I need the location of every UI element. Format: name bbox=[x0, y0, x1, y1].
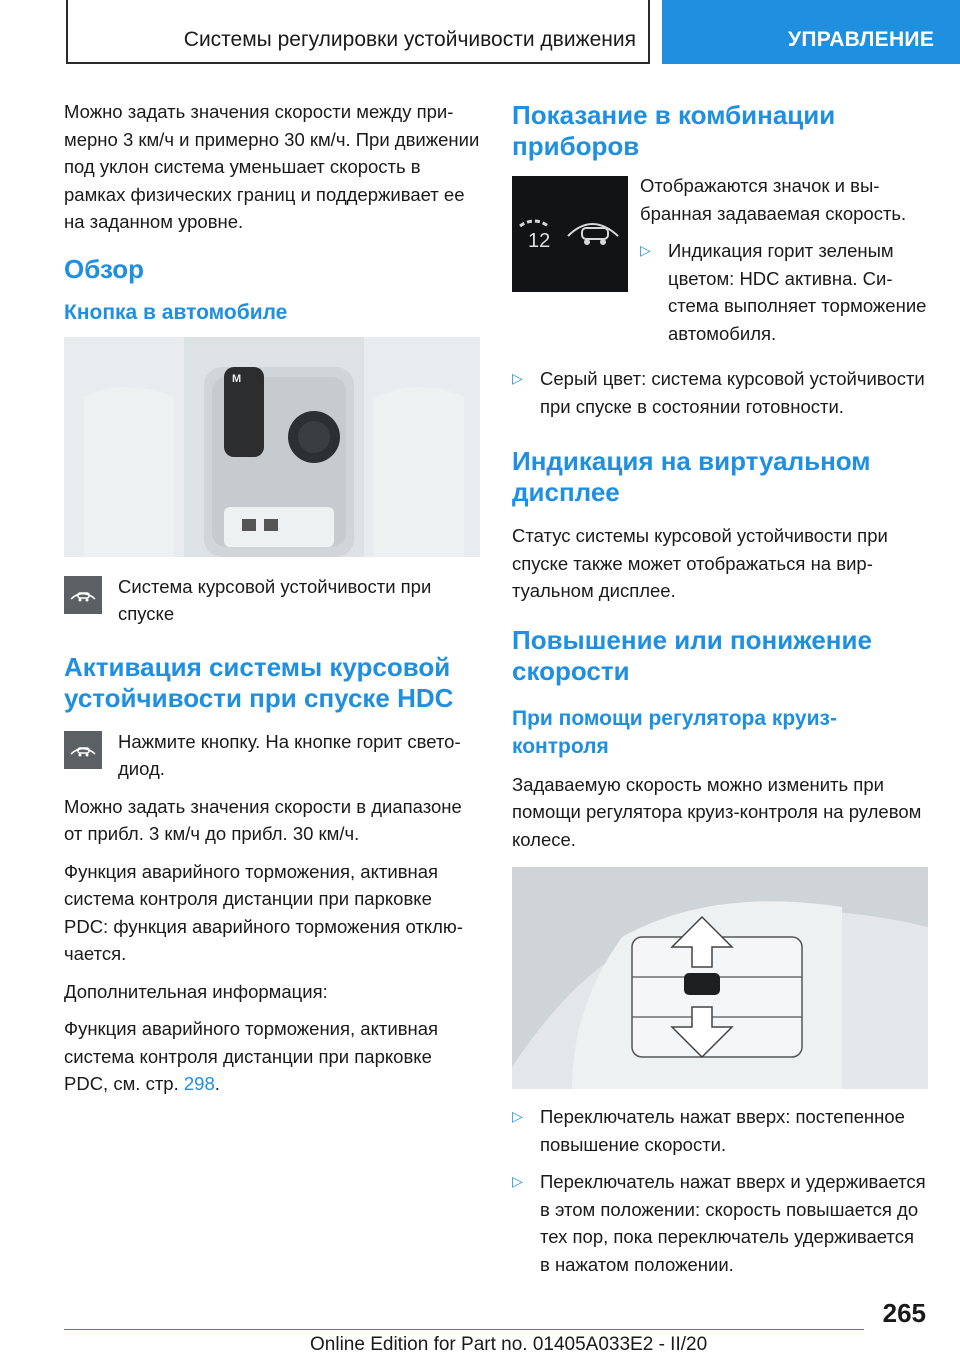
section-label: УПРАВЛЕНИЕ bbox=[788, 28, 935, 51]
bullet-triangle-icon: ▷ bbox=[512, 1108, 523, 1124]
speed-change-heading: Повышение или понижение скорости bbox=[512, 624, 872, 686]
emergency-brake-paragraph: Функция аварийного торможения, активная система контроля дистанции при парковке PDC: функция аварийного торможения отключается. bbox=[64, 860, 463, 964]
hill-descent-car-icon bbox=[64, 731, 102, 769]
bullet-triangle-icon: ▷ bbox=[640, 242, 651, 258]
reference-paragraph: Функция аварийного торможения, активная система контроля дистанции при парковке PDC, см. стр. 298. bbox=[64, 1018, 439, 1094]
chapter-title: Системы регулировки устойчивости движения bbox=[183, 28, 636, 51]
bullet-item: ▷ Индикация горит зеленым цветом: HDC активна. Система выполняет торможение автомобиля. bbox=[640, 237, 928, 347]
steering-wheel-switch-illustration bbox=[512, 867, 928, 1089]
cluster-description: Отображаются значок и выбранная задаваемая скорость. bbox=[640, 175, 907, 224]
page-number: 265 bbox=[882, 1298, 926, 1328]
left-column bbox=[64, 98, 480, 1108]
additional-info-label: Дополнительная информация: bbox=[64, 980, 328, 1002]
intro-paragraph: Можно задать значения скорости между примерно 3 км/ч и примерно 30 км/ч. При движении под уклон система уменьшает скорость в рамках физических границ и поддерживает ее на заданном уровне. bbox=[64, 101, 480, 232]
bullet-item: ▷ Переключатель нажат вверх: постепенное повышение скорости. bbox=[512, 1103, 928, 1158]
cluster-speed: 12 bbox=[528, 230, 551, 252]
cluster-heading: Показание в комбинации приборов bbox=[512, 100, 836, 161]
cluster-block bbox=[512, 176, 928, 357]
edition-footer: Online Edition for Part no. 01405A033E2 - II/20 bbox=[310, 1334, 708, 1355]
right-column bbox=[512, 98, 928, 1288]
center-console-illustration bbox=[64, 337, 480, 557]
activation-icon-row bbox=[64, 728, 480, 783]
cruise-control-paragraph: Задаваемую скорость можно изменить при помощи регулятора круиз-контроля на рулевом колесе. bbox=[512, 773, 922, 850]
bullet-triangle-icon: ▷ bbox=[512, 370, 523, 386]
bullet-item: ▷ Переключатель нажат вверх и удерживается в этом положении: скорость повышается до тех пор, пока переключатель удерживается в нажатом положении. bbox=[512, 1168, 928, 1278]
activation-instruction: Нажмите кнопку. На кнопке горит светодиод. bbox=[118, 730, 461, 779]
center-console-photo bbox=[64, 337, 480, 557]
speed-range-paragraph: Можно задать значения скорости в диапазоне от прибл. 3 км/ч до прибл. 30 км/ч. bbox=[64, 795, 462, 844]
section-tab[interactable] bbox=[662, 0, 960, 64]
caption-icon-row bbox=[64, 573, 480, 628]
caption-text: Система курсовой устойчивости при спуске bbox=[118, 575, 432, 624]
steering-wheel-photo bbox=[512, 867, 928, 1089]
virtual-display-heading: Индикация на виртуальном дисплее bbox=[512, 446, 871, 507]
button-heading: Кнопка в автомобиле bbox=[64, 300, 288, 324]
svg-text:M: M bbox=[232, 372, 242, 385]
header-chapter-box bbox=[66, 0, 650, 64]
page-link[interactable]: 298 bbox=[183, 1073, 215, 1094]
cruise-control-heading: При помощи регулятора круиз-контроля bbox=[512, 706, 837, 758]
instrument-cluster-display bbox=[512, 176, 628, 292]
bullet-triangle-icon: ▷ bbox=[512, 1173, 523, 1189]
virtual-display-paragraph: Статус системы курсовой устойчивости при спуске также может отображаться на виртуальном дисплее. bbox=[512, 525, 888, 601]
overview-heading: Обзор bbox=[64, 253, 144, 284]
hill-descent-car-icon bbox=[64, 576, 102, 614]
footer-divider bbox=[64, 1329, 864, 1330]
bullet-item: ▷ Серый цвет: система курсовой устойчивости при спуске в состоянии готовности. bbox=[512, 365, 928, 420]
activation-heading: Активация системы курсовой устойчивости при спуске HDC bbox=[64, 651, 454, 713]
